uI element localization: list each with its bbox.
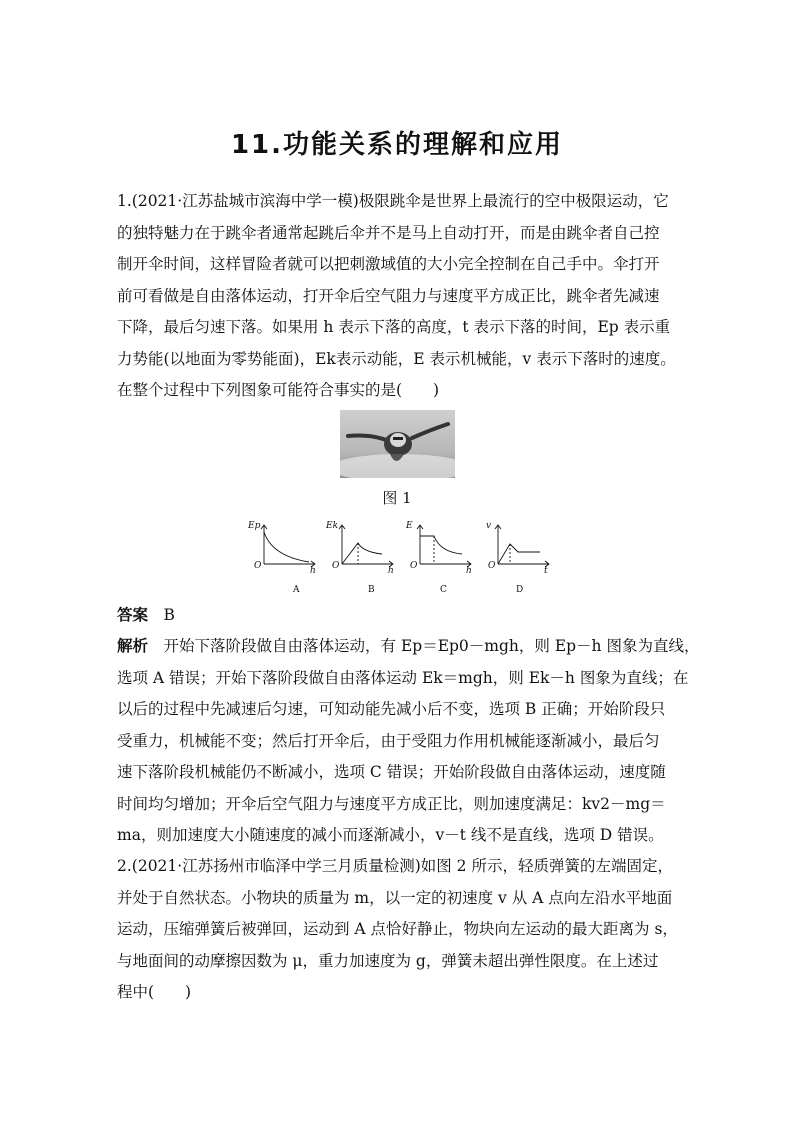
- graph-a: [261, 525, 315, 567]
- graph-b-option: B: [368, 585, 375, 595]
- question-2: [117, 851, 682, 1009]
- analysis-line: 时间均匀增加；开伞后空气阻力与速度平方成正比，则加速度满足：kv2－mg＝: [117, 794, 666, 813]
- answer-block: [117, 600, 682, 632]
- q1-line: 1.(2021·江苏盐城市滨海中学一模)极限跳伞是世界上最流行的空中极限运动，它: [117, 192, 669, 210]
- q2-line: 运动，压缩弹簧后被弹回，运动到 A 点恰好静止，物块向左运动的最大距离为 s，: [117, 920, 678, 938]
- graph-a-origin: O: [254, 561, 262, 571]
- skydiver-photo: [340, 410, 455, 478]
- q1-line: 前可看做是自由落体运动，打开伞后空气阻力与速度平方成正比，跳伞者先减速: [117, 286, 660, 305]
- q1-line: 的独特魅力在于跳伞者通常起跳后伞并不是马上自动打开，而是由跳伞者自己控: [117, 223, 660, 242]
- analysis-line: 选项 A 错误；开始下落阶段做自由落体运动 Ek＝mgh，则 Ek－h 图象为直线；在: [117, 668, 689, 687]
- graph-b-origin: O: [332, 561, 340, 571]
- q2-line: 2.(2021·江苏扬州市临泽中学三月质量检测)如图 2 所示，轻质弹簧的左端固定，: [117, 857, 673, 875]
- answer-value: B: [163, 606, 175, 624]
- graph-c-origin: O: [410, 561, 418, 571]
- graph-b-xlabel: h: [388, 566, 394, 576]
- q2-line: 并处于自然状态。小物块的质量为 m，以一定的初速度 v 从 A 点向左沿水平地面: [117, 888, 673, 907]
- q1-line: 力势能(以地面为零势能面)，Ek表示动能，E 表示机械能，v 表示下落时的速度。: [117, 349, 676, 368]
- analysis-line: 速下落阶段机械能仍不断减小，选项 C 错误；开始阶段做自由落体运动，速度随: [117, 763, 666, 781]
- analysis-line: 开始下落阶段做自由落体运动，有 Ep＝Ep0－mgh，则 Ep－h 图象为直线，: [163, 637, 700, 655]
- q1-line: 在整个过程中下列图象可能符合事实的是( ): [117, 381, 440, 399]
- analysis-block: [117, 631, 700, 852]
- graph-a-xlabel: h: [310, 566, 316, 576]
- page-title: 11.功能关系的理解和应用: [230, 130, 564, 160]
- graph-c: [417, 525, 471, 567]
- question-1: [117, 186, 682, 407]
- answer-label: 答案: [117, 606, 149, 624]
- graph-c-option: C: [440, 585, 447, 595]
- analysis-first-line: [117, 631, 700, 663]
- graph-c-xlabel: h: [466, 566, 472, 576]
- graph-c-ylabel: E: [406, 521, 413, 531]
- q1-line: 制开伞时间，这样冒险者就可以把刺激域值的大小完全控制在自己手中。伞打开: [117, 255, 660, 273]
- q1-line: 下降，最后匀速下落。如果用 h 表示下落的高度，t 表示下落的时间，Ep 表示重: [117, 318, 671, 336]
- graph-d-option: D: [516, 585, 524, 595]
- graph-d-origin: O: [488, 561, 496, 571]
- graph-a-option: A: [293, 585, 300, 595]
- graph-d: [495, 525, 549, 567]
- analysis-line: 受重力，机械能不变；然后打开伞后，由于受阻力作用机械能逐渐减小，最后匀: [117, 731, 660, 750]
- analysis-line: 以后的过程中先减速后匀速，可知动能先减小后不变，选项 B 正确；开始阶段只: [117, 700, 666, 718]
- graph-d-ylabel: v: [486, 521, 492, 531]
- analysis-label: 解析: [117, 637, 149, 655]
- graph-d-xlabel: t: [544, 566, 548, 576]
- graph-b-ylabel: Ek: [326, 521, 339, 531]
- figure-caption: 图 1: [382, 489, 412, 507]
- option-graphs: [244, 516, 554, 600]
- q2-line: 与地面间的动摩擦因数为 μ，重力加速度为 g，弹簧未超出弹性限度。在上述过: [117, 951, 659, 970]
- q2-line: 程中( ): [117, 983, 192, 1001]
- analysis-line: ma，则加速度大小随速度的减小而逐渐减小，v－t 线不是直线，选项 D 错误。: [117, 826, 664, 844]
- graph-b: [339, 525, 393, 567]
- graph-a-ylabel: Ep: [248, 521, 261, 531]
- answer-line: [117, 600, 682, 632]
